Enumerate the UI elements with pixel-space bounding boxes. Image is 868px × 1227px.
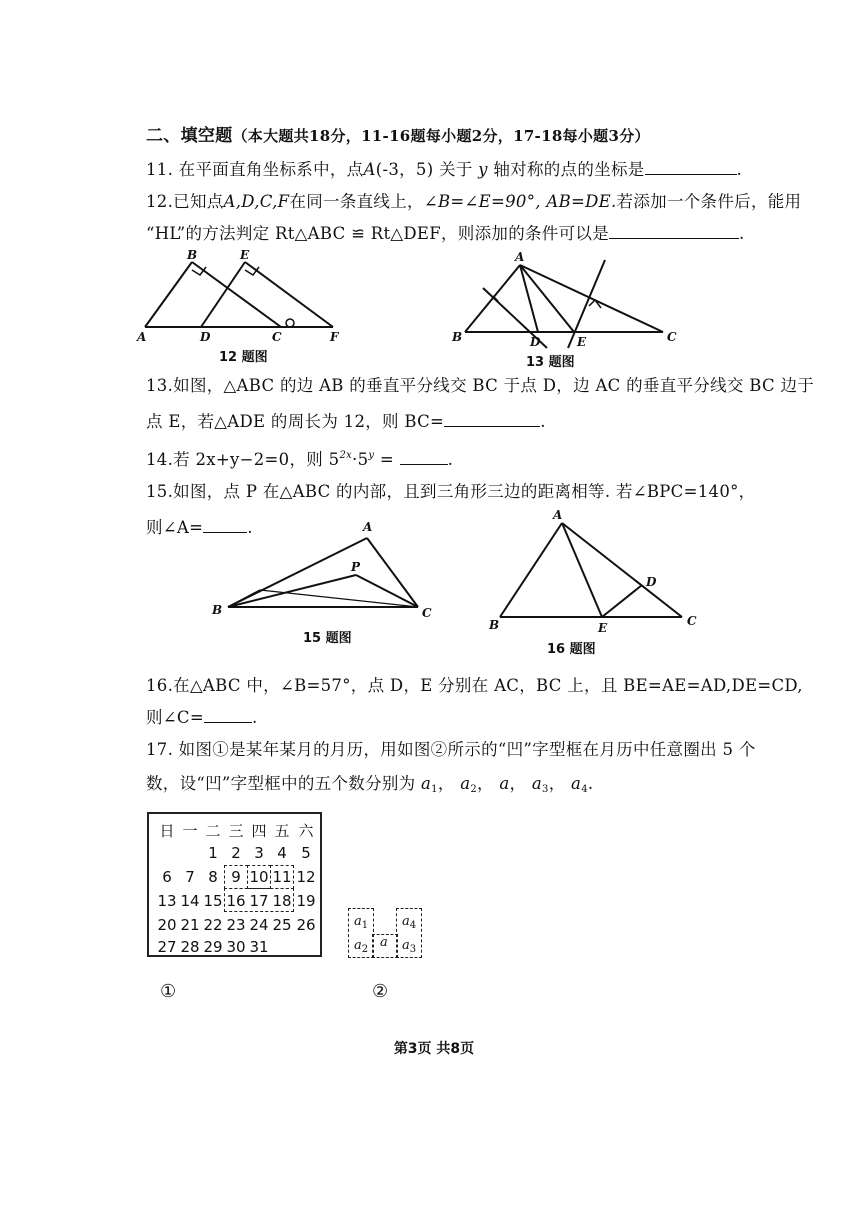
weekday-sun: 日 [159,822,175,840]
fig12-label-c: C [272,330,282,344]
fig12-label-e: E [240,248,250,262]
q12-text: 12.已知点 [146,192,224,211]
calendar-day: 3 [254,844,264,862]
calendar-day: 25 [272,916,292,934]
answer-blank-16[interactable] [204,706,252,723]
frame-a2: $a_2$ [354,938,369,955]
fig12-label-a: A [137,330,147,344]
weekday-fri: 五 [274,822,290,840]
q11-coords: (-3，5) [375,160,434,179]
fig15-caption: 15 题图 [303,631,352,646]
q12-condition: ∠B=∠E=90°, AB=DE. [423,192,617,211]
question-12-line1 [146,192,801,212]
calendar-day: 19 [296,892,316,910]
section-heading [146,126,650,146]
question-16-line1 [146,676,803,696]
q17-line1: 17. 如图①是某年某月的月历，用如图②所示的“凹”字型框在月历中任意圈出 5 个 [146,740,756,759]
answer-blank-13[interactable] [444,410,540,427]
calendar-frame-top-left [224,865,248,889]
q12-points: A,D,C,F [223,192,290,211]
weekday-mon: 一 [182,822,198,840]
question-17-line1 [146,740,756,760]
weekday-thu: 四 [251,822,267,840]
q14-end: . [447,450,454,469]
fig13-label-a: A [515,250,525,264]
question-12-line2 [146,222,745,244]
calendar-day: 14 [180,892,200,910]
calendar-frame-top-right [270,865,294,889]
q17-var-a4: a [571,774,582,793]
figure-2-label: ② [372,981,389,1002]
question-13-line2 [146,410,546,432]
fig16-label-a: A [553,508,563,522]
figure-12 [140,250,340,345]
figure-16 [492,515,692,625]
calendar-day: 30 [226,938,246,956]
calendar-frame-bottom [224,888,294,912]
q11-text-c: 轴对称的点的坐标是 [493,160,645,179]
calendar-day: 13 [157,892,177,910]
q16-line2: 则∠C= [146,708,204,727]
q17-var-a1: a [421,774,432,793]
weekday-wed: 三 [228,822,244,840]
calendar-day: 21 [180,916,200,934]
q11-text-b: 关于 [439,160,473,179]
frame-a: a [380,935,388,950]
section-title: 二、填空题 [146,126,233,146]
weekday-tue: 二 [205,822,221,840]
calendar-day: 17 [249,892,269,910]
calendar-day: 28 [180,938,200,956]
calendar-day: 6 [162,868,172,886]
calendar-day: 16 [226,892,246,910]
page-footer: 第3页 共8页 [393,1041,475,1057]
section-note: （本大题共18分，11-16题每小题2分，17-18每小题3分） [232,127,650,145]
fig13-caption: 13 题图 [526,355,575,370]
q12-text-b: 在同一条直线上， [289,192,424,211]
calendar-table [147,812,322,957]
q17-sub-1: 1 [431,784,438,795]
q13-line1: 13.如图，△ABC 的边 AB 的垂直平分线交 BC 于点 D，边 AC 的垂直平分线交 BC 边于 [146,376,815,395]
q15-end: . [247,518,253,537]
q14-text: 14.若 2x+y−2=0，则 5 [146,450,340,469]
calendar-day: 7 [185,868,195,886]
fig13-label-c: C [667,330,677,344]
figure-13 [455,250,675,355]
q11-text: 11. 在平面直角坐标系中，点 [146,160,364,179]
frame-a4: $a_4$ [402,914,417,931]
figure-1-label: ① [160,981,177,1002]
weekday-sat: 六 [298,822,314,840]
fig15-label-p: P [351,560,361,574]
fig16-label-d: D [646,575,657,589]
question-11 [146,158,742,180]
fig15-label-a: A [363,520,373,534]
q14-exp2: y [368,450,375,461]
fig12-label-b: B [187,248,198,262]
question-15-line1 [146,482,755,502]
calendar-day: 24 [249,916,269,934]
q14-exp1: 2x [339,450,353,461]
q11-end: . [736,160,743,179]
calendar-day: 11 [272,868,292,886]
q15-line1: 15.如图，点 P 在△ABC 的内部，且到三角形三边的距离相等. 若∠BPC=140°， [146,482,756,501]
calendar-day: 23 [226,916,246,934]
question-16-line2 [146,706,258,728]
q17-var-a2: a [460,774,471,793]
calendar-day: 22 [203,916,223,934]
q17-sub-2: 2 [470,784,478,795]
q11-axis: y [478,160,488,179]
calendar-day: 18 [272,892,292,910]
answer-blank-11[interactable] [645,158,737,175]
q17-var-a3: a [531,774,543,793]
fig12-label-f: F [330,330,339,344]
question-13-line1 [146,376,814,396]
answer-blank-14[interactable] [400,448,448,465]
fig12-caption: 12 题图 [219,350,268,365]
calendar-day: 26 [296,916,316,934]
calendar-day: 27 [157,938,177,956]
fig13-label-e: E [577,335,587,349]
fig16-label-b: B [489,618,500,632]
q11-point: A [363,160,376,179]
q15-line2: 则∠A= [146,518,204,537]
aoxing-frame [348,908,423,960]
fig13-label-d: D [530,335,541,349]
q17-sub-3: 3 [542,784,549,795]
calendar-day: 10 [249,868,269,886]
calendar-day: 20 [157,916,177,934]
calendar-day: 31 [249,938,269,956]
q17-line2: 数，设“凹”字型框中的五个数分别为 [146,774,416,793]
q16-end: . [251,708,258,727]
figure-15 [220,530,430,615]
calendar-day: 2 [231,844,241,862]
calendar-frame-middle-top [247,865,271,889]
q13-end: . [540,412,546,431]
q17-sub-4: 4 [581,784,588,795]
calendar-day: 15 [203,892,223,910]
fig12-label-d: D [200,330,211,344]
fig16-caption: 16 题图 [547,642,596,657]
calendar-day: 5 [301,844,311,862]
calendar-day: 29 [203,938,223,956]
q14-text-b: = [374,450,395,469]
q17-var-a: a [499,774,510,793]
calendar-day: 8 [208,868,218,886]
answer-blank-12[interactable] [609,222,739,239]
q14-mid: ·5 [352,450,369,469]
fig16-label-e: E [598,621,608,635]
q12-text-c: 若添加一个条件后，能用 [616,192,802,211]
calendar-day: 1 [208,844,218,862]
q16-line1: 16.在△ABC 中，∠B=57°，点 D，E 分别在 AC，BC 上，且 BE=AE=AD,DE=CD, [146,676,803,695]
q12-end: . [739,224,745,243]
question-17-line2: 数，设“凹”字型框中的五个数分别为 $a_1$， $a_2$， a， $a_3$， $a_4$. [146,774,594,795]
calendar-day: 4 [277,844,287,862]
question-14 [146,446,453,470]
q12-line2: “HL”的方法判定 Rt△ABC ≌ Rt△DEF，则添加的条件可以是 [146,224,610,243]
frame-a3: $a_3$ [402,938,417,955]
frame-a1: $a_1$ [354,914,369,931]
fig16-label-c: C [687,614,697,628]
fig13-label-b: B [452,330,463,344]
q13-line2: 点 E，若△ADE 的周长为 12，则 BC= [146,412,445,431]
calendar-day: 12 [296,868,316,886]
fig15-label-c: C [422,606,432,620]
fig15-label-b: B [212,603,223,617]
calendar-day: 9 [231,868,241,886]
